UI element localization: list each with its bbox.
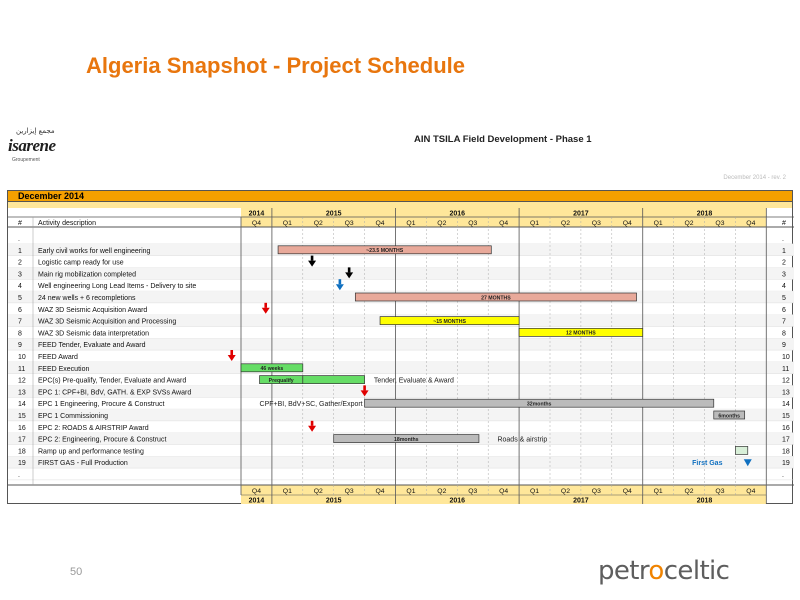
bottom-quarter-label: Q1	[282, 488, 292, 495]
activity-number: 3	[18, 271, 22, 279]
petroceltic-logo-pre: petr	[598, 556, 649, 586]
activity-number: 4	[18, 283, 22, 291]
gantt-bar-label: 32months	[526, 401, 552, 408]
bottom-year-label: 2016	[449, 497, 466, 505]
activity-label: Logistic camp ready for use	[38, 259, 124, 267]
activity-label: FEED Tender, Evaluate and Award	[38, 342, 146, 350]
activity-number-right: 8	[782, 330, 786, 338]
bottom-quarter-label: Q1	[406, 488, 416, 495]
gantt-bar-label: 27 MONTHS	[481, 295, 511, 302]
activity-number: 15	[18, 413, 26, 420]
activity-label: EPC 1 Engineering, Procure & Construct	[38, 401, 165, 409]
activity-number: 17	[18, 436, 26, 444]
activity-number-right: 9	[782, 342, 786, 350]
isarene-logo-word: isarene	[8, 136, 56, 155]
bottom-quarter-label: Q2	[313, 488, 323, 495]
row-marker-end: .	[18, 472, 20, 479]
gantt-bar-label: 6months	[718, 413, 741, 420]
bottom-year-label: 2014	[248, 497, 265, 505]
activity-number-right: 3	[782, 271, 786, 279]
activity-number: 18	[18, 448, 26, 456]
top-quarter-label: Q4	[746, 220, 756, 227]
bottom-quarter-label: Q3	[715, 488, 725, 495]
activity-label: Ramp up and performance testing	[38, 448, 144, 456]
col-header-num: #	[18, 220, 22, 227]
top-year-label: 2016	[449, 210, 466, 218]
gantt-annotation: Roads & airstrip	[497, 436, 548, 444]
bottom-quarter-label: Q3	[468, 488, 478, 495]
top-quarter-label: Q3	[591, 220, 601, 227]
bottom-quarter-label: Q4	[622, 488, 632, 495]
activity-number: 2	[18, 259, 22, 267]
col-header-num-right: #	[782, 220, 786, 227]
activity-number-right: 14	[782, 401, 790, 409]
activity-number: 1	[18, 247, 22, 255]
activity-label: WAZ 3D Seismic Acquisition and Processing	[38, 318, 177, 326]
gantt-bar-label: ~15 MONTHS	[433, 318, 466, 325]
activity-label: EPC 1 Commissioning	[38, 413, 109, 420]
milestone-arrow-shaft	[311, 256, 314, 261]
chart-title: AIN TSILA Field Development - Phase 1	[414, 134, 592, 145]
petroceltic-logo-post: celtic	[663, 556, 730, 586]
activity-number: 14	[18, 401, 26, 409]
activity-label: FIRST GAS - Full Production	[38, 460, 128, 468]
milestone-arrow-shaft	[311, 421, 314, 426]
slide-title: Algeria Snapshot - Project Schedule	[86, 53, 465, 78]
gantt-annotation: First Gas	[692, 460, 723, 468]
activity-number-right: 17	[782, 436, 790, 444]
milestone-arrow-shaft	[363, 385, 366, 390]
activity-number: 12	[18, 377, 26, 385]
milestone-arrow-shaft	[264, 303, 267, 308]
gantt-bar	[303, 376, 365, 384]
activity-number-right: 4	[782, 283, 786, 291]
activity-number-right: 11	[782, 365, 790, 373]
bottom-quarter-label: Q2	[684, 488, 694, 495]
gantt-svg	[8, 191, 794, 505]
gantt-bar-label: 18months	[394, 436, 419, 443]
top-quarter-label: Q2	[313, 220, 323, 227]
activity-number-right: 15	[782, 413, 790, 420]
isarene-logo-sub: Groupement	[12, 157, 40, 163]
bottom-year-label: 2018	[696, 497, 713, 505]
activity-number: 5	[18, 295, 22, 302]
top-year-label: 2018	[696, 210, 713, 218]
isarene-logo-arabic: مجمع إيزارين	[16, 127, 55, 135]
activity-label: EPC(s) Pre-qualify, Tender, Evaluate and Award	[38, 377, 187, 385]
bottom-quarter-label: Q2	[437, 488, 447, 495]
top-quarter-label: Q4	[499, 220, 509, 227]
gantt-date-label: December 2014	[18, 191, 85, 201]
row-marker-start-right: .	[782, 236, 784, 243]
activity-number-right: 6	[782, 306, 786, 314]
top-quarter-label: Q4	[622, 220, 632, 227]
activity-label: Main rig mobilization completed	[38, 271, 137, 279]
activity-label: FEED Award	[38, 354, 78, 361]
milestone-arrow-shaft	[339, 279, 342, 284]
activity-number-right: 12	[782, 377, 790, 385]
bottom-quarter-label: Q3	[344, 488, 354, 495]
row-marker-start: .	[18, 236, 20, 243]
gantt-chart	[7, 190, 793, 504]
top-quarter-label: Q4	[375, 220, 385, 227]
top-quarter-label: Q1	[530, 220, 540, 227]
activity-number-right: 1	[782, 247, 786, 255]
top-quarter-label: Q4	[251, 220, 261, 227]
activity-number: 11	[18, 365, 26, 373]
activity-label: EPC 2: ROADS & AIRSTRIP Award	[38, 424, 149, 432]
gantt-annotation: Tender, Evaluate & Award	[373, 377, 454, 385]
gantt-bar-label: ~23.5 MONTHS	[366, 248, 404, 255]
activity-number-right: 16	[782, 424, 790, 432]
milestone-arrow-head	[308, 426, 316, 432]
bottom-quarter-label: Q2	[560, 488, 570, 495]
bottom-quarter-label: Q4	[251, 488, 261, 495]
milestone-arrow-head	[308, 261, 316, 267]
top-quarter-label: Q2	[437, 220, 447, 227]
bottom-quarter-label: Q4	[746, 488, 756, 495]
activity-label: FEED Execution	[38, 365, 90, 373]
gantt-bar-label: 12 MONTHS	[566, 330, 596, 337]
top-quarter-label: Q2	[560, 220, 570, 227]
col-header-activity: Activity description	[38, 220, 96, 227]
activity-label: 24 new wells + 6 recompletions	[38, 295, 136, 302]
row-stripe	[8, 409, 794, 421]
bottom-year-label: 2015	[325, 497, 342, 505]
activity-label: Well engineering Long Lead Items - Delivery to site	[38, 283, 197, 291]
bottom-quarter-label: Q1	[530, 488, 540, 495]
top-quarter-label: Q1	[653, 220, 663, 227]
activity-number-right: 2	[782, 259, 786, 267]
activity-label: EPC 1: CPF+BI, BdV, GATH. & EXP SVSs Award	[38, 389, 192, 397]
top-quarter-label: Q3	[468, 220, 478, 227]
top-quarter-label: Q2	[684, 220, 694, 227]
row-marker-end-right: .	[782, 472, 784, 479]
activity-number: 16	[18, 424, 26, 432]
milestone-arrow-head	[262, 308, 270, 314]
bottom-quarter-label: Q3	[591, 488, 601, 495]
activity-number: 7	[18, 318, 22, 326]
top-quarter-label: Q3	[715, 220, 725, 227]
activity-number: 13	[18, 389, 26, 397]
gantt-bar-label: 46 weeks	[260, 366, 284, 373]
activity-number: 10	[18, 354, 26, 361]
activity-number: 8	[18, 330, 22, 338]
isarene-logo	[8, 127, 70, 175]
bottom-quarter-label: Q1	[653, 488, 663, 495]
top-year-label: 2014	[248, 210, 265, 218]
top-quarter-label: Q3	[344, 220, 354, 227]
page-number: 50	[70, 566, 83, 578]
bottom-quarter-label: Q4	[499, 488, 509, 495]
activity-label: WAZ 3D Seismic data interpretation	[38, 330, 150, 338]
activity-number: 19	[18, 460, 26, 468]
activity-number-right: 18	[782, 448, 790, 456]
activity-number-right: 13	[782, 389, 790, 397]
revision-label: December 2014 - rev. 2	[723, 175, 786, 181]
milestone-arrow-head	[228, 355, 236, 361]
milestone-arrow-head	[336, 284, 344, 290]
petroceltic-logo-o: o	[648, 556, 664, 586]
gantt-bar-label: Prequalify	[268, 377, 294, 384]
activity-label: WAZ 3D Seismic Acquisition Award	[38, 306, 148, 314]
milestone-arrow-shaft	[348, 267, 351, 272]
activity-number: 9	[18, 342, 22, 350]
bottom-quarter-label: Q4	[375, 488, 385, 495]
gantt-annotation: CPF+BI, BdV+SC, Gather/Export	[259, 401, 363, 409]
activity-number-right: 7	[782, 318, 786, 326]
top-year-label: 2017	[573, 210, 589, 218]
top-quarter-label: Q1	[406, 220, 416, 227]
activity-label: Early civil works for well engineering	[38, 247, 151, 255]
gantt-bar	[735, 446, 747, 454]
top-quarter-label: Q1	[282, 220, 292, 227]
activity-number-right: 10	[782, 354, 790, 361]
petroceltic-logo	[598, 556, 729, 586]
top-year-label: 2015	[325, 210, 342, 218]
row-stripe	[8, 362, 794, 374]
milestone-arrow-shaft	[230, 350, 233, 355]
activity-number: 6	[18, 306, 22, 314]
activity-number-right: 5	[782, 295, 786, 302]
activity-number-right: 19	[782, 460, 790, 468]
bottom-year-label: 2017	[573, 497, 589, 505]
activity-label: EPC 2: Engineering, Procure & Construct	[38, 436, 167, 444]
